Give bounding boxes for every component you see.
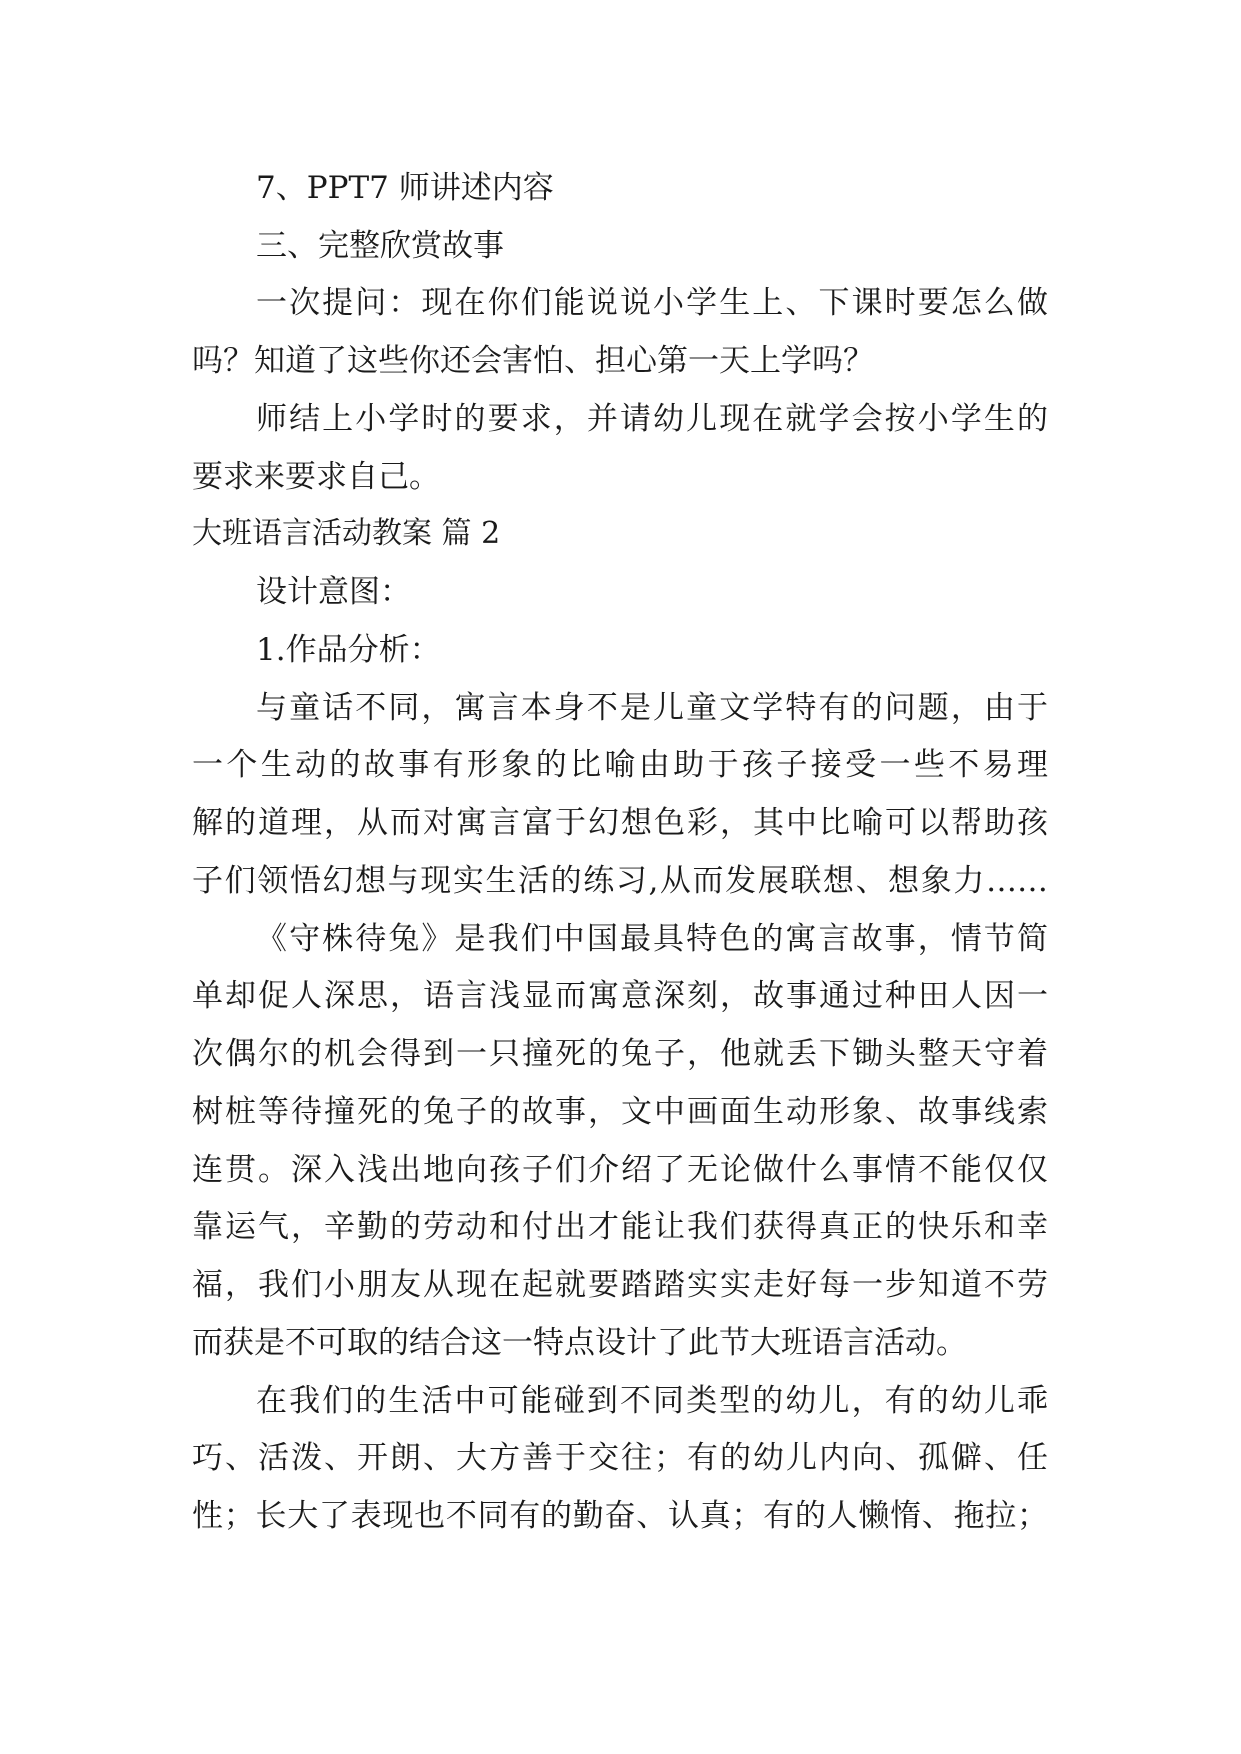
- paragraph-line: 连贯。深入浅出地向孩子们介绍了无论做什么事情不能仅仅: [192, 1152, 1048, 1188]
- paragraph-line: 一个生动的故事有形象的比喻由助于孩子接受一些不易理: [192, 747, 1048, 783]
- subheading-design-intent: 设计意图：: [256, 574, 411, 610]
- paragraph-line: 子们领悟幻想与现实生活的练习,从而发展联想、想象力……: [192, 863, 1048, 899]
- paragraph-line: 一次提问：现在你们能说说小学生上、下课时要怎么做: [256, 285, 1048, 321]
- paragraph-line: 《守株待兔》是我们中国最具特色的寓言故事，情节简: [256, 921, 1048, 957]
- list-item-ppt7: 7、PPT7 师讲述内容: [256, 170, 554, 206]
- paragraph-line: 师结上小学时的要求，并请幼儿现在就学会按小学生的: [256, 401, 1048, 437]
- paragraph-line: 性；长大了表现也不同有的勤奋、认真；有的人懒惰、拖拉；: [192, 1498, 1048, 1534]
- paragraph-line: 福，我们小朋友从现在起就要踏踏实实走好每一步知道不劳: [192, 1267, 1048, 1303]
- subheading-work-analysis: 1.作品分析：: [256, 632, 441, 668]
- paragraph-line: 单却促人深思，语言浅显而寓意深刻，故事通过种田人因一: [192, 978, 1048, 1014]
- paragraph-line: 解的道理，从而对寓言富于幻想色彩，其中比喻可以帮助孩: [192, 805, 1048, 841]
- section-heading-full-story: 三、完整欣赏故事: [256, 228, 504, 264]
- paragraph-line: 次偶尔的机会得到一只撞死的兔子，他就丢下锄头整天守着: [192, 1036, 1048, 1072]
- paragraph-line: 靠运气，辛勤的劳动和付出才能让我们获得真正的快乐和幸: [192, 1209, 1048, 1245]
- paragraph-line: 而获是不可取的结合这一特点设计了此节大班语言活动。: [192, 1325, 967, 1361]
- paragraph-line: 与童话不同，寓言本身不是儿童文学特有的问题，由于: [256, 690, 1048, 726]
- paragraph-line: 巧、活泼、开朗、大方善于交往；有的幼儿内向、孤僻、任: [192, 1440, 1048, 1476]
- article-title: 大班语言活动教案 篇 2: [192, 516, 501, 551]
- paragraph-line: 在我们的生活中可能碰到不同类型的幼儿，有的幼儿乖: [256, 1383, 1048, 1419]
- paragraph-line: 要求来要求自己。: [192, 459, 440, 495]
- paragraph-line: 吗？知道了这些你还会害怕、担心第一天上学吗？: [192, 343, 874, 379]
- paragraph-line: 树桩等待撞死的兔子的故事，文中画面生动形象、故事线索: [192, 1094, 1048, 1130]
